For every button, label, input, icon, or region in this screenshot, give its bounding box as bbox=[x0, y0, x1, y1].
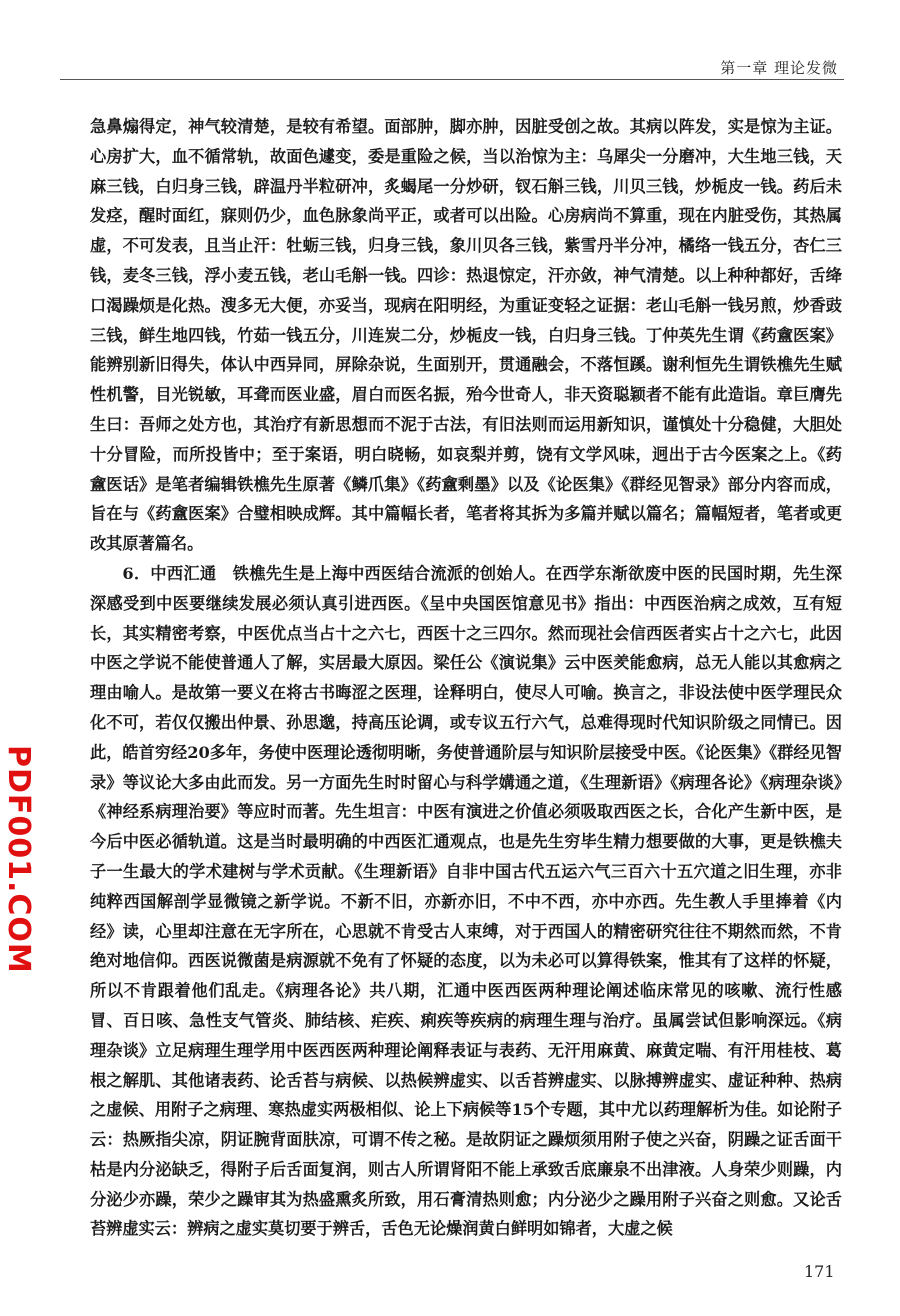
page-number: 171 bbox=[804, 1262, 835, 1281]
running-header bbox=[60, 55, 844, 80]
paragraph-zhongxi-huitong: 6．中西汇通 铁樵先生是上海中西医结合流派的创始人。在西学东渐欲废中医的民国时期，先生深深感受到中医要继续发展必须认真引进西医。《呈中央国医馆意见书》指出：中西医治病之成效，互有短长，其实精密考察，中医优点当占十之六七，西医十之三四尔。然而现社会信西医者实占十之六七，此因中医之学说不能使普通人了解，实居最大原因。梁任公《演说集》云中医羑能愈病，总无人能以其愈病之理由喻人。是故第一要义在将古书晦涩之医理，诠释明白，使尽人可喻。换言之，非设法使中医学理民众化不可，若仅仅搬出仲景、孙思邈，持高压论调，或专议五行六气，总难得现时代知识阶级之同情已。因此，皓首穷经20多年，务使中医理论透彻明晰，务使普通阶层与知识阶层接受中医。《论医集》《群经见智录》等议论大多由此而发。另一方面先生时时留心与科学媾通之道，《生理新语》《病理各论》《病理杂谈》《神经系病理治要》等应时而著。先生坦言：中医有演进之价值必须吸取西医之长，合化产生新中医，是今后中医必循轨道。这是当时最明确的中西医汇通观点，也是先生穷毕生精力想要做的大事，更是铁樵夫子一生最大的学术建树与学术贡献。《生理新语》自非中国古代五运六气三百六十五穴道之旧生理，亦非纯粹西国解剖学显微镜之新学说。不新不旧，亦新亦旧，不中不西，亦中亦西。先生教人手里捧着《内经》读，心里却注意在无字所在，心思就不肯受古人束缚，对于西国人的精密研究往往不期然而然，不肯绝对地信仰。西医说微菌是病源就不免有了怀疑的态度，以为未必可以算得铁案，惟其有了这样的怀疑，所以不肯跟着他们乱走。《病理各论》共八期，汇通中医西医两种理论阐述临床常见的咳嗽、流行性感冒、百日咳、急性支气管炎、肺结核、疟疾、痢疾等疾病的病理生理与治疗。虽属尝试但影响深远。《病理杂谈》立足病理生理学用中医西医两种理论阐释表证与表药、无汗用麻黄、麻黄定喘、有汗用桂枝、葛根之解肌、其他诸表药、论舌苔与病候、以热候辨虚实、以舌苔辨虚实、以脉搏辨虚实、虚证种种、热病之虚候、用附子之病理、寒热虚实两极相似、论上下病候等15个专题，其中尤以药理解析为佳。如论附子云：热厥指尖凉，阴证腕背面肤凉，可谓不传之秘。是故阴证之躁烦须用附子使之兴奋，阴躁之证舌面干枯是内分泌缺乏，得附子后舌面复润，则古人所谓肾阳不能上承致舌底廉泉不出津液。人身荣少则躁，内分泌少亦躁，荣少之躁审其为热盛熏炙所致，用石膏清热则愈；内分泌少之躁用附子兴奋之则愈。又论舌苔辨虚实云：辨病之虚实莫切要于辨舌，舌色无论燥润黄白鲜明如锦者，大虚之候 bbox=[90, 563, 842, 1239]
paragraph-case-notes: 急鼻煽得定，神气较清楚，是较有希望。面部肿，脚亦肿，因脏受创之故。其病以阵发，实是惊为主证。心房扩大，血不循常轨，故面色遽变，委是重险之候，当以治惊为主：乌犀尖一分磨冲，大生地三钱，天麻三钱，白归身三钱，辟温丹半粒研冲，炙蝎尾一分炒研，钗石斛三钱，川贝三钱，炒栀皮一钱。药后未发痉，醒时面红，寐则仍少，血色脉象尚平正，或者可以出险。心房病尚不算重，现在内脏受伤，其热属虚，不可发表，且当止汗：牡蛎三钱，归身三钱，象川贝各三钱，紫雪丹半分冲，橘络一钱五分，杏仁三钱，麦冬三钱，浮小麦五钱，老山毛斛一钱。四诊：热退惊定，汗亦敛，神气清楚。以上种种都好，舌绛口渴躁烦是化热。溲多无大便，亦妥当，现病在阳明经，为重证变轻之证据：老山毛斛一钱另煎，炒香豉三钱，鲜生地四钱，竹茹一钱五分，川连炭二分，炒栀皮一钱，白归身三钱。丁仲英先生谓《药盦医案》能辨别新旧得失，体认中西异同，屏除杂说，生面别开，贯通融会，不落恒蹊。谢利恒先生谓铁樵先生赋性机警，目光锐敏，耳聋而医业盛，眉白而医名振，殆今世奇人，非天资聪颖者不能有此造诣。章巨膺先生曰：吾师之处方也，其治疗有新思想而不泥于古法，有旧法则而运用新知识，谨慎处十分稳健，大胆处十分冒险，而所投皆中；至于案语，明白晓畅，如哀梨并剪，饶有文学风味，迥出于古今医案之上。《药盦医话》是笔者编辑铁樵先生原著《鳞爪集》《药盦剩墨》以及《论医集》《群经见智录》部分内容而成，旨在与《药盦医案》合璧相映成辉。其中篇幅长者，笔者将其拆为多篇并赋以篇名；篇幅短者，笔者或更改其原著篇名。 bbox=[90, 117, 842, 554]
chapter-title: 第一章 理论发微 bbox=[720, 59, 838, 77]
watermark-logo: PDF001.COM bbox=[1, 745, 36, 974]
body-text bbox=[90, 112, 842, 1244]
